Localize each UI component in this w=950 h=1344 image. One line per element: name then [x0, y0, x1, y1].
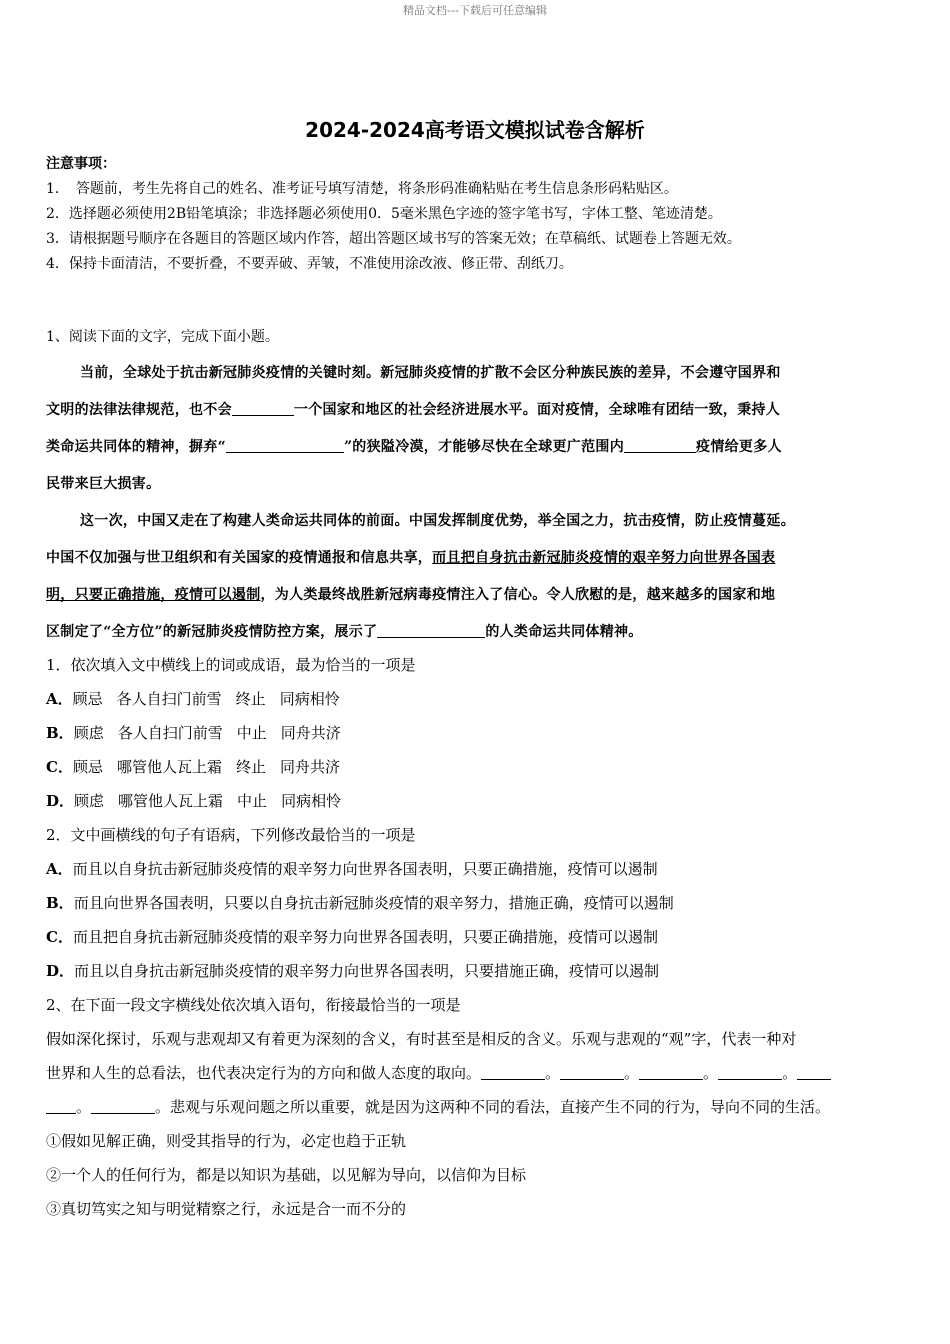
option-letter: B．: [46, 894, 74, 912]
notes-section: [46, 152, 906, 277]
passage-line: [46, 1090, 912, 1124]
page-title: 2024-2024高考语文模拟试卷含解析: [305, 118, 645, 142]
option-letter: D．: [46, 962, 75, 980]
passage-line: 假如深化探讨，乐观与悲观却又有着更为深刻的含义，有时甚至是相反的含义。乐观与悲观的“观”字，代表一种对: [46, 1030, 797, 1048]
underlined-sentence: 而且把自身抗击新冠肺炎疫情的艰辛努力向世界各国表: [432, 550, 776, 566]
underlined-sentence: 明，只要正确措施，疫情可以遏制: [46, 587, 261, 603]
option-letter: A．: [46, 860, 73, 878]
option-c[interactable]: [46, 920, 906, 954]
option-word: 哪管他人瓦上霜: [118, 792, 224, 810]
option-word: 同病相怜: [281, 792, 342, 810]
option-word: 顾虑: [73, 724, 104, 742]
punct: 。: [76, 1098, 92, 1116]
passage-text: 中国不仅加强与世卫组织和有关国家的疫情通报和信息共享，: [46, 550, 433, 566]
option-b[interactable]: [46, 886, 906, 920]
fill-blank-4: [377, 621, 485, 638]
passage-line: [46, 577, 906, 614]
option-letter: C．: [46, 758, 73, 776]
option-word: 各人自扫门前雪: [116, 690, 222, 708]
option-a[interactable]: [46, 682, 906, 716]
passage-line: 这一次，中国又走在了构建人类命运共同体的前面。中国发挥制度优势，举全国之力，抗击疫情，防止疫情蔓延。: [80, 513, 795, 529]
passage-line: [46, 392, 906, 429]
option-a[interactable]: [46, 852, 906, 886]
notes-item: 1． 答题前，考生先将自己的姓名、准考证号填写清楚，将条形码准确粘贴在考生信息条形码粘贴区。: [46, 181, 678, 197]
passage-text: ，为人类最终战胜新冠病毒疫情注入了信心。令人欣慰的是，越来越多的国家和地: [260, 587, 776, 603]
passage-text: 区制定了“全方位”的新冠肺炎疫情防控方案，展示了: [46, 624, 378, 640]
passage-text: 世界和人生的总看法，也代表决定行为的方向和做人态度的取向。: [46, 1064, 482, 1082]
question-2: [46, 988, 912, 1226]
option-word: 中止: [236, 724, 267, 742]
option-text: 而且向世界各国表明，只要以自身抗击新冠肺炎疫情的艰辛努力，措施正确，疫情可以遏制: [73, 894, 674, 912]
sub-question-1-stem: 1．依次填入文中横线上的词或成语，最为恰当的一项是: [46, 656, 416, 674]
passage-text: 一个国家和地区的社会经济进展水平。面对疫情，全球唯有团结一致，秉持人: [293, 402, 781, 418]
reading-passage: [46, 355, 906, 651]
fill-blank: [91, 1097, 155, 1114]
punct: 。: [624, 1064, 640, 1082]
option-word: 顾忌: [72, 690, 103, 708]
fill-blank: [718, 1063, 782, 1080]
passage-text: 类命运共同体的精神，摒弃“: [46, 439, 226, 455]
passage-text: 。悲观与乐观问题之所以重要，就是因为这两种不同的看法，直接产生不同的行为，导向不同的生活。: [155, 1098, 831, 1116]
passage-text: 疫情给更多人: [696, 439, 782, 455]
choice-sentence-1: ①假如见解正确，则受其指导的行为，必定也趋于正轨: [46, 1132, 407, 1150]
fill-blank: [46, 1097, 76, 1114]
passage-line: [46, 540, 906, 577]
page-watermark: 精品文档---下载后可任意编辑: [403, 4, 547, 17]
option-word: 各人自扫门前雪: [117, 724, 223, 742]
fill-blank-2: [226, 436, 344, 453]
fill-blank: [560, 1063, 624, 1080]
option-text: 而且把自身抗击新冠肺炎疫情的艰辛努力向世界各国表明，只要正确措施，疫情可以遏制: [72, 928, 658, 946]
choice-sentence-3: ③真切笃实之知与明觉精察之行，永远是合一而不分的: [46, 1200, 407, 1218]
fill-blank: [481, 1063, 545, 1080]
question-1-heading: 1、阅读下面的文字，完成下面小题。: [46, 329, 279, 345]
passage-line: [46, 614, 906, 651]
option-word: 同舟共济: [280, 724, 341, 742]
option-word: 同病相怜: [279, 690, 340, 708]
fill-blank: [797, 1063, 831, 1080]
notes-item: 2．选择题必须使用2B铅笔填涂；非选择题必须使用0．5毫米黑色字迹的签字笔书写，字体工整、笔迹清楚。: [46, 206, 722, 222]
option-text: 而且以自身抗击新冠肺炎疫情的艰辛努力向世界各国表明，只要措施正确，疫情可以遏制: [74, 962, 660, 980]
option-word: 顾忌: [72, 758, 103, 776]
option-word: 中止: [237, 792, 268, 810]
passage-text: ”的狭隘冷漠，才能够尽快在全球更广范围内: [343, 439, 625, 455]
question-2-heading: 2、在下面一段文字横线处依次填入语句，衔接最恰当的一项是: [46, 996, 461, 1014]
option-letter: B．: [46, 724, 74, 742]
punct: 。: [703, 1064, 719, 1082]
passage-line: [46, 429, 906, 466]
option-letter: C．: [46, 928, 73, 946]
fill-blank: [639, 1063, 703, 1080]
punct: 。: [782, 1064, 798, 1082]
option-d[interactable]: [46, 954, 906, 988]
sub-questions: [46, 648, 906, 988]
passage-text: 文明的法律法律规范，也不会: [46, 402, 232, 418]
question-1: [46, 325, 906, 651]
option-word: 顾虑: [74, 792, 105, 810]
option-word: 哪管他人瓦上霜: [116, 758, 222, 776]
option-c[interactable]: [46, 750, 906, 784]
punct: 。: [545, 1064, 561, 1082]
passage-text: 的人类命运共同体精神。: [485, 624, 643, 640]
option-b[interactable]: [46, 716, 906, 750]
option-word: 终止: [235, 758, 266, 776]
notes-heading: 注意事项：: [46, 156, 116, 172]
passage-line: 民带来巨大损害。: [46, 476, 161, 492]
option-word: 同舟共济: [280, 758, 341, 776]
option-letter: A．: [46, 690, 73, 708]
notes-item: 3．请根据题号顺序在各题目的答题区域内作答，超出答题区域书写的答案无效；在草稿纸、试题卷上答题无效。: [46, 231, 741, 247]
fill-blank-3: [624, 436, 696, 453]
notes-item: 4．保持卡面清洁，不要折叠，不要弄破、弄皱，不准使用涂改液、修正带、刮纸刀。: [46, 256, 573, 272]
option-letter: D．: [46, 792, 75, 810]
passage-line: [46, 1056, 912, 1090]
option-text: 而且以自身抗击新冠肺炎疫情的艰辛努力向世界各国表明，只要正确措施，疫情可以遏制: [72, 860, 658, 878]
passage-line: 当前，全球处于抗击新冠肺炎疫情的关键时刻。新冠肺炎疫情的扩散不会区分种族民族的差异，不会遵守国界和: [80, 365, 781, 381]
choice-sentence-2: ②一个人的任何行为，都是以知识为基础，以见解为导向，以信仰为目标: [46, 1166, 527, 1184]
option-d[interactable]: [46, 784, 906, 818]
sub-question-2-stem: 2．文中画横线的句子有语病，下列修改最恰当的一项是: [46, 826, 416, 844]
option-word: 终止: [235, 690, 266, 708]
fill-blank-1: [232, 399, 294, 416]
